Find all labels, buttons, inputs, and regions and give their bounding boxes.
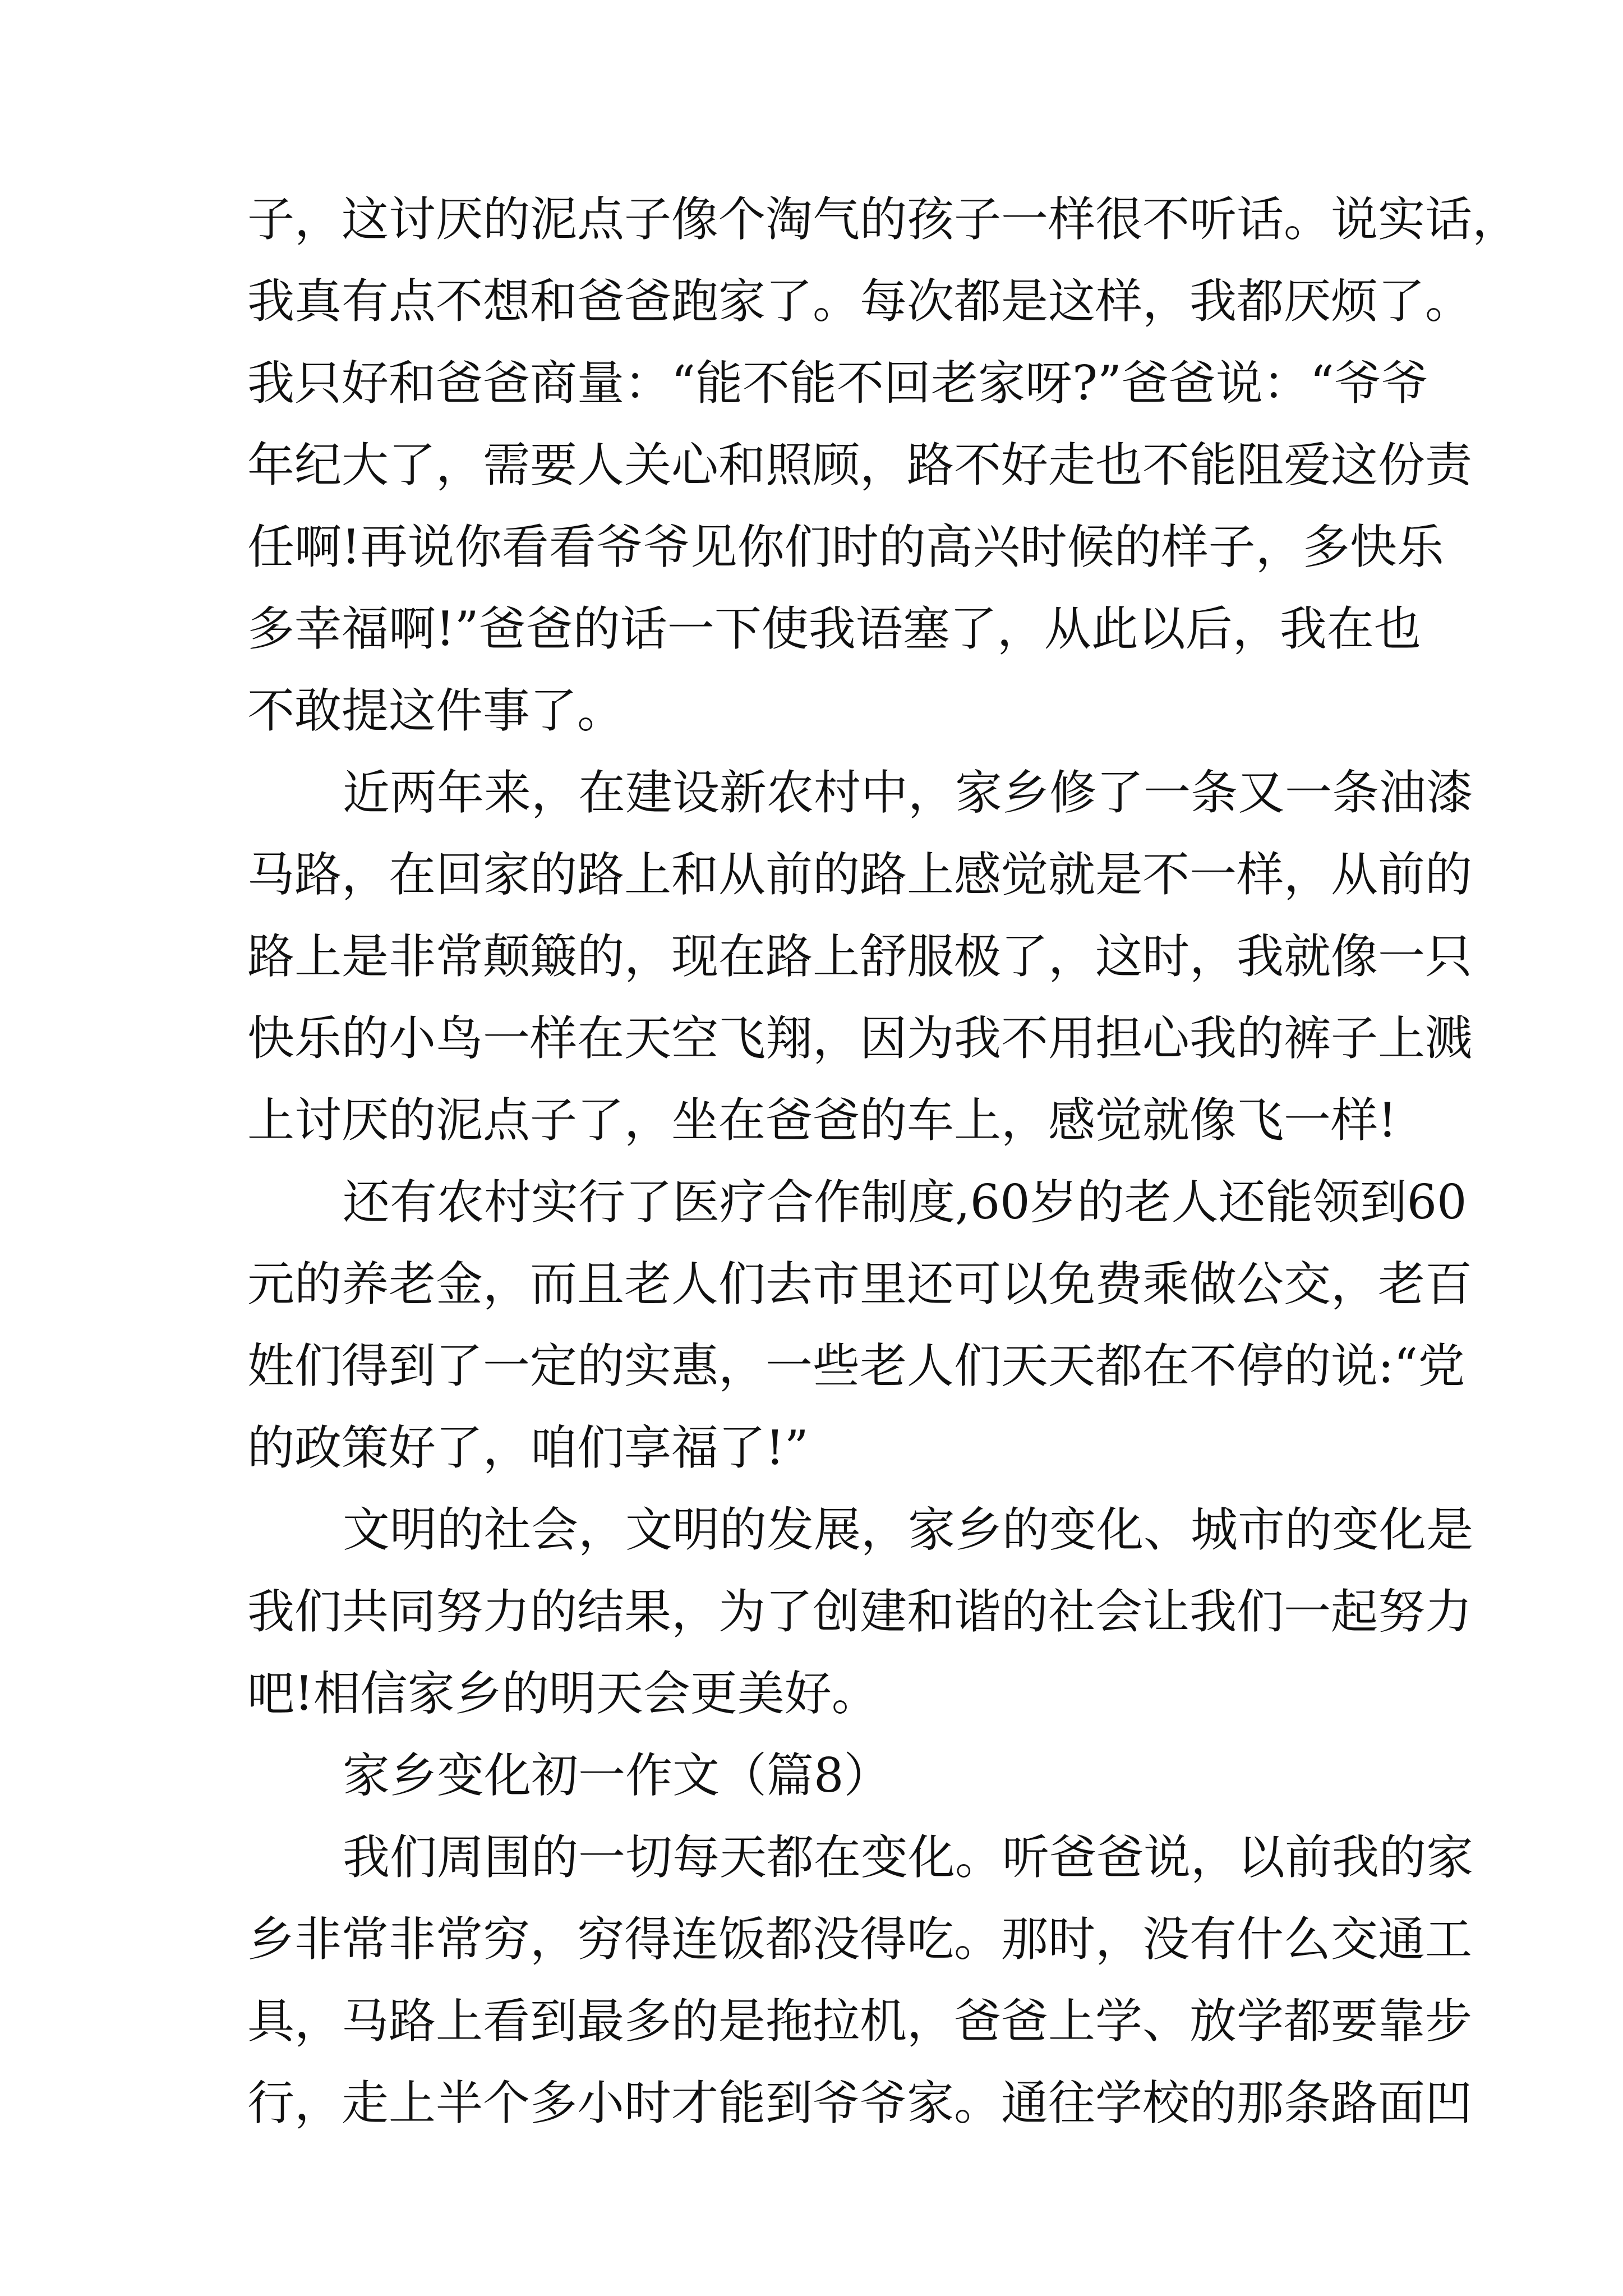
section-heading: 家乡变化初一作文（篇8） xyxy=(343,1748,891,1803)
text-line: 还有农村实行了医疗合作制度,60岁的老人还能领到60 xyxy=(343,1175,1467,1230)
text-line: 子，这讨厌的泥点子像个淘气的孩子一样很不听话。说实话， xyxy=(247,192,1520,247)
text-line: 多幸福啊!”爸爸的话一下使我语塞了，从此以后，我在也 xyxy=(247,601,1421,656)
text-line: 姓们得到了一定的实惠，一些老人们天天都在不停的说:“党 xyxy=(247,1338,1465,1393)
text-line: 不敢提这件事了。 xyxy=(247,683,625,738)
document-body xyxy=(247,178,1520,2144)
text-line: 行，走上半个多小时才能到爷爷家。通往学校的那条路面凹 xyxy=(247,2076,1473,2131)
text-line: 乡非常非常穷，穷得连饭都没得吃。那时，没有什么交通工 xyxy=(247,1912,1473,1967)
text-line: 我们共同努力的结果，为了创建和谐的社会让我们一起努力 xyxy=(247,1584,1473,1639)
text-line: 我真有点不想和爸爸跑家了。每次都是这样，我都厌烦了。 xyxy=(247,274,1473,329)
text-line: 上讨厌的泥点子了，坐在爸爸的车上，感觉就像飞一样! xyxy=(247,1093,1397,1148)
text-line: 的政策好了，咱们享福了!” xyxy=(247,1420,809,1475)
text-line: 我只好和爸爸商量：“能不能不回老家呀?”爸爸说：“爷爷 xyxy=(247,356,1428,411)
text-line: 具，马路上看到最多的是拖拉机，爸爸上学、放学都要靠步 xyxy=(247,1994,1473,2049)
text-line: 任啊!再说你看看爷爷见你们时的高兴时候的样子，多快乐 xyxy=(247,519,1444,574)
text-line: 年纪大了，需要人关心和照顾，路不好走也不能阻爱这份责 xyxy=(247,438,1473,493)
text-line: 文明的社会，文明的发展，家乡的变化、城市的变化是 xyxy=(343,1502,1474,1557)
text-line: 元的养老金，而且老人们去市里还可以免费乘做公交，老百 xyxy=(247,1257,1473,1312)
text-line: 马路，在回家的路上和从前的路上感觉就是不一样，从前的 xyxy=(247,847,1473,902)
text-line: 我们周围的一切每天都在变化。听爸爸说，以前我的家 xyxy=(343,1830,1474,1885)
text-line: 快乐的小鸟一样在天空飞翔，因为我不用担心我的裤子上溅 xyxy=(247,1011,1473,1066)
text-line: 路上是非常颠簸的，现在路上舒服极了，这时，我就像一只 xyxy=(247,929,1473,984)
text-line: 吧!相信家乡的明天会更美好。 xyxy=(247,1666,879,1721)
text-line: 近两年来，在建设新农村中，家乡修了一条又一条油漆 xyxy=(343,765,1474,820)
